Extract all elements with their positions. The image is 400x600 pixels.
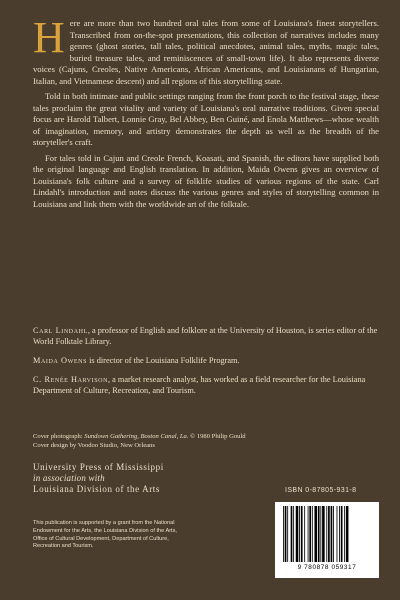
- barcode-bar: [344, 506, 345, 562]
- bio-name: Carl Lindahl: [33, 326, 88, 335]
- barcode-bar: [320, 506, 321, 562]
- bio-text: is director of the Louisiana Folklife Program.: [87, 356, 240, 365]
- barcode-bar: [293, 506, 294, 562]
- support-statement: This publication is supported by a grant from the National Endowment for the Arts, the Louisiana Division of the Arts, Office of Cultural Development, Department of Culture, Recreation and Tourism.: [33, 520, 177, 550]
- intro-paragraph-1: ere are more than two hundred oral tales from some of Louisiana's finest storytellers. Transcribed from on-the-spot presentations, this collection of narratives includes many genres (ghost stories, tall tales, political anecdotes, animal tales, myths, magic tales, buried treasure tales, and reminiscences of small-town life). It also represents diverse voices (Cajuns, Creoles, Native Americans, African Americans, and Louisianans of Hungarian, Italian, and Vietnamese descent) and all regions of this storytelling state.: [33, 18, 379, 86]
- barcode-bar: [308, 506, 309, 562]
- design-credit: Cover design by Voodoo Studio, New Orleans: [33, 442, 155, 449]
- intro-text: [33, 13, 379, 214]
- association-line: in association with: [33, 473, 105, 483]
- barcode-bar: [337, 506, 338, 562]
- cover-credits: [33, 432, 379, 450]
- barcode: [275, 502, 379, 578]
- barcode-bar: [312, 506, 313, 562]
- bio-name: C. Renée Harvison: [33, 375, 108, 384]
- isbn-number: ISBN 0-87805-931-8: [285, 487, 357, 494]
- barcode-bar: [341, 506, 343, 562]
- photo-credit: [33, 432, 379, 441]
- bio-harvison: [33, 374, 379, 396]
- barcode-bars: [281, 506, 373, 564]
- barcode-bar: [318, 506, 320, 562]
- barcode-bar: [283, 506, 284, 562]
- publisher-name: University Press of Mississippi: [33, 462, 164, 472]
- barcode-bar: [314, 506, 317, 562]
- barcode-bar: [287, 506, 288, 562]
- barcode-bar: [328, 506, 330, 562]
- barcode-bar: [326, 506, 327, 562]
- barcode-bar: [299, 506, 300, 562]
- barcode-bar: [331, 506, 333, 562]
- barcode-bar: [333, 506, 334, 562]
- photo-credit-prefix: Cover photograph:: [33, 433, 85, 440]
- publisher-block: [33, 462, 293, 495]
- intro-paragraph-3: For tales told in Cajun and Creole French, Koasati, and Spanish, the editors have supplied both the original language and English translation. In addition, Maida Owens gives an overview of Louisiana's folk culture and a survey of folklife studies of various regions of the state. Carl Lindahl's introduction and notes discuss the various genres and styles of storytelling common in Louisiana and link them with the worldwide art of the folktale.: [33, 152, 379, 209]
- bio-text: , a market research analyst, has worked as a field researcher for the Louisiana Department of Culture, Recreation, and Tourism.: [33, 375, 366, 395]
- barcode-bar: [285, 506, 287, 562]
- association-name: Louisiana Division of the Arts: [33, 484, 160, 494]
- drop-cap: H: [33, 13, 65, 62]
- bio-owens: [33, 355, 379, 366]
- barcode-bar: [291, 506, 293, 562]
- barcode-bar: [309, 506, 311, 562]
- intro-paragraph-2: Told in both intimate and public settings ranging from the front porch to the festival stage, these tales proclaim the great vitality and variety of Louisiana's oral narrative traditions. Given special focus are Harold Talbert, Lonnie Gray, Bel Abbey, Ben Guiné, and Enola Matthews—whose wealth of imagination, memory, and artistry demonstrates the depth as well as the breadth of the storyteller's craft.: [33, 91, 379, 147]
- bio-lindahl: [33, 325, 379, 347]
- bio-name: Maida Owens: [33, 356, 88, 365]
- photo-credit-suffix: © 1980 Philip Gould: [188, 433, 246, 440]
- contributor-bios: [33, 325, 379, 404]
- photo-title: Sundown Gathering, Boston Canal, La.: [84, 433, 189, 440]
- barcode-bar: [346, 506, 349, 562]
- barcode-bar: [304, 506, 305, 562]
- barcode-bar: [301, 506, 303, 562]
- barcode-bar: [296, 506, 299, 562]
- barcode-bar: [339, 506, 340, 562]
- barcode-digits: 9 780878 059317: [297, 564, 357, 571]
- barcode-bar: [322, 506, 325, 562]
- bio-text: , a professor of English and folklore at the University of Houston, is series editor of the World Folktale Library.: [33, 326, 378, 346]
